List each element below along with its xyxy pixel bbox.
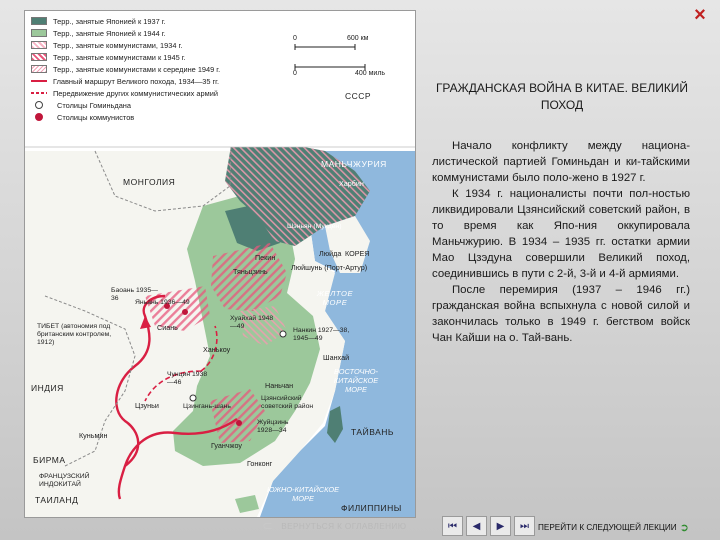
- label-huaihai: Хуайхай 1948—49: [230, 315, 274, 330]
- legend-item-long-march: [31, 76, 219, 86]
- legend-swatch: [31, 53, 47, 61]
- label-taiwan: ТАЙВАНЬ: [351, 427, 394, 437]
- legend-item-japan-1944: [31, 28, 166, 38]
- legend-item-comm-1945: [31, 52, 186, 62]
- legend-label: Терр., занятые коммунистами к середине 1949 г.: [53, 64, 221, 74]
- next-lecture-label: ПЕРЕЙТИ К СЛЕДУЮЩЕЙ ЛЕКЦИИ: [538, 523, 677, 532]
- label-thailand: ТАИЛАНД: [35, 495, 79, 505]
- label-luida: Люйда: [319, 249, 342, 258]
- route-swatch: [31, 80, 47, 82]
- label-ussr: СССР: [345, 91, 372, 101]
- first-slide-button[interactable]: [442, 516, 463, 536]
- label-tianjin: Тяньцзинь: [233, 267, 268, 276]
- label-philippines: ФИЛИППИНЫ: [341, 503, 402, 513]
- forward-arrow-icon: ➲: [679, 522, 689, 534]
- label-chongqing: Чунцин 1938—46: [167, 371, 208, 386]
- label-beijing: Пекин: [255, 253, 276, 262]
- label-east-china-sea: ВОСТОЧНО-КИТАЙСКОЕ МОРЕ: [333, 367, 379, 394]
- label-nanjing: Нанкин 1927—38, 1945—49: [293, 327, 350, 342]
- scale-mi-label: 400 миль: [355, 70, 386, 77]
- slide-title: ГРАЖДАНСКАЯ ВОЙНА В КИТАЕ. ВЕЛИКИЙ ПОХОД: [435, 81, 689, 112]
- historical-map: [24, 10, 416, 518]
- label-tsinghai: Цзингань-шань: [183, 403, 231, 410]
- label-shenyang: Шэньян (Мукден): [287, 223, 342, 230]
- legend-swatch: [31, 29, 47, 37]
- legend-label: Столицы Гоминьдана: [57, 100, 131, 110]
- next-icon: ▶: [496, 520, 505, 532]
- legend-item-other-armies: [31, 88, 218, 98]
- legend-label: Главный маршрут Великого похода, 1934—35 гг.: [53, 76, 220, 86]
- return-arrow-icon: ⊂: [262, 518, 274, 533]
- legend-label: Терр., занятые Японией к 1937 г.: [53, 16, 166, 26]
- legend-item-comm-1934: [31, 40, 182, 50]
- scale-km-zero: 0: [293, 35, 297, 42]
- legend-label: Терр., занятые Японией к 1944 г.: [53, 28, 166, 38]
- body-paragraph: К 1934 г. националисты почти пол-ностью ликвидировали Цзянсийский советский район, в то время как Япо-ния оккупировала Маньчжурию. В 1934 – 1935 гг. остатки армии Мао Цзэдуна совершили Великий поход, соединившись в пути с 2-й, 3-й и 4-й армиями.: [432, 188, 690, 280]
- label-jiangxi-soviet: Цзянсийский советский район: [261, 395, 314, 410]
- legend-item-gmd-capitals: [31, 100, 131, 110]
- label-india: ИНДИЯ: [31, 383, 64, 393]
- label-korea: КОРЕЯ: [345, 249, 370, 258]
- scale-km-label: 600 км: [347, 35, 369, 42]
- label-lushun: Люйшунь (Порт-Артур): [291, 263, 368, 272]
- legend-item-comm-1949: [31, 64, 220, 74]
- last-icon: ⏭: [520, 520, 529, 532]
- label-hankou: Ханькоу: [203, 345, 231, 354]
- navigation-bar: [0, 512, 720, 540]
- label-shanghai: Шанхай: [323, 353, 350, 362]
- prev-icon: ◀: [472, 520, 481, 532]
- legend-label: Терр., занятые коммунистами к 1945 г.: [53, 52, 186, 62]
- label-south-china-sea: ЮЖНО-КИТАЙСКОЕ МОРЕ: [266, 485, 340, 503]
- capital-dot-icon: [35, 113, 43, 121]
- label-mongolia: МОНГОЛИЯ: [123, 177, 176, 187]
- label-ruijin: Жуйцзинь 1928—34: [257, 419, 289, 434]
- last-slide-button[interactable]: [514, 516, 535, 536]
- label-harbin: Харбин: [339, 179, 364, 188]
- back-label: ВЕРНУТЬСЯ К ОГЛАВЛЕНИЮ: [281, 521, 407, 531]
- label-guangzhou: Гуанчжоу: [211, 441, 242, 450]
- legend-swatch: [31, 17, 47, 25]
- slide-nav-buttons: [442, 516, 538, 536]
- legend-label: Столицы коммунистов: [57, 112, 135, 122]
- body-paragraph: Начало конфликту между национа-листической партией Гоминьдан и ки-тайскими коммунистами было поло-жено в 1927 г.: [432, 140, 690, 184]
- legend-swatch: [31, 65, 47, 73]
- label-yanan: Яньань 1936—49: [135, 299, 190, 306]
- label-manchuria: МАНЬЧЖУРИЯ: [321, 159, 387, 169]
- label-burma: БИРМА: [33, 455, 66, 465]
- label-nanchang: Наньчан: [265, 381, 294, 390]
- slide-body: [432, 138, 690, 346]
- label-kunming: Куньмин: [79, 431, 108, 440]
- legend-swatch: [31, 41, 47, 49]
- capital-dot-icon: [35, 101, 43, 109]
- label-yellow-sea: ЖЕЛТОЕ МОРЕ: [316, 289, 354, 307]
- back-to-contents-link[interactable]: [262, 518, 406, 534]
- legend-item-comm-capitals: [31, 112, 134, 122]
- map-legend: [31, 14, 415, 144]
- next-lecture-link[interactable]: [538, 521, 689, 534]
- next-slide-button[interactable]: [490, 516, 511, 536]
- first-icon: ⏮: [448, 520, 457, 532]
- close-icon: ×: [694, 4, 706, 26]
- scale-mi-zero: 0: [293, 70, 297, 77]
- legend-item-japan-1937: [31, 16, 166, 26]
- body-paragraph: После перемирия (1937 – 1946 гг.) гражданская война вспыхнула с новой силой и закончилась только в 1949 г. бегством войск Чан Кайши на о. Тай-вань.: [432, 284, 690, 344]
- prev-slide-button[interactable]: [466, 516, 487, 536]
- label-indochina: ФРАНЦУЗСКИЙ ИНДОКИТАЙ: [39, 473, 90, 488]
- legend-label: Передвижение других коммунистических армий: [53, 88, 218, 98]
- legend-label: Терр., занятые коммунистами, 1934 г.: [53, 40, 183, 50]
- close-button[interactable]: [690, 5, 710, 25]
- label-hongkong: Гонконг: [247, 459, 273, 468]
- label-sian: Сиань: [157, 323, 178, 332]
- label-tibet: ТИБЕТ (автономия под британским контролем, 1912): [37, 323, 112, 346]
- label-zunyi: Цзуньи: [135, 401, 159, 410]
- route-swatch: [31, 92, 47, 94]
- label-baoan: Баоань 1935—36: [111, 287, 158, 302]
